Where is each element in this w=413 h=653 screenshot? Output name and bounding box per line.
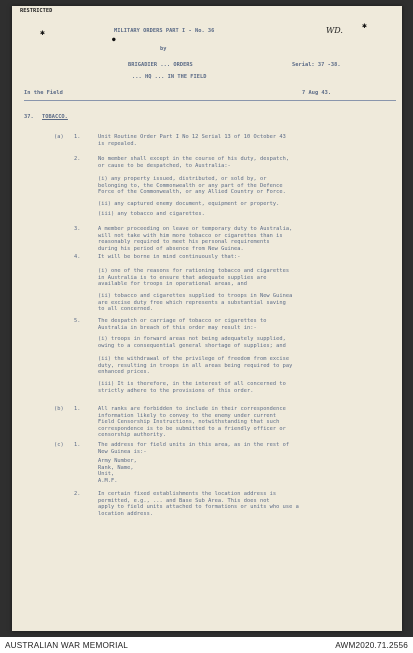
top-right-stamp: WD. <box>326 26 343 35</box>
para-line: reasonably required to meet his personal requirements <box>98 239 270 246</box>
para-line: correspondence is to be submitted to a friendly officer or <box>98 425 286 432</box>
para-line: The despatch or carriage of tobacco or cigarettes to <box>98 318 267 324</box>
para-line: A.M.F. <box>98 477 118 484</box>
para-number: 5. <box>74 318 81 324</box>
heading-line-1: MILITARY ORDERS PART I - No. 36 <box>114 28 215 34</box>
para-number: 4. <box>74 254 81 260</box>
para-line: location address. <box>98 510 154 517</box>
para-number: 1. <box>74 134 81 140</box>
para-line: belonging to, the Commonwealth or any part of the Defence <box>98 182 283 189</box>
heading-by: by <box>160 46 167 52</box>
in-the-field: In the Field <box>24 90 63 96</box>
para-line: information likely to convey to the enemy under current <box>98 412 277 419</box>
heading-line-4: ... HQ ... IN THE FIELD <box>132 74 207 80</box>
para-line: Unit, <box>98 471 115 478</box>
para-line: in Australia is to ensure that adequate supplies are <box>98 274 267 281</box>
para-number: 1. <box>74 442 81 448</box>
para-line: (ii) tobacco and cigarettes supplied to troops in New Guinea <box>98 293 293 299</box>
archive-footer <box>0 637 413 653</box>
para-mark: (a) <box>54 134 64 140</box>
para-line: It will be borne in mind continuously that:- <box>98 254 241 260</box>
para-line: available for troops in operational areas, and <box>98 281 247 288</box>
para-line: during his period of absence from New Guinea. <box>98 245 244 252</box>
para-line: New Guinea is:- <box>98 448 147 455</box>
para-line: to all concerned. <box>98 306 154 313</box>
para-line: duty, resulting in troops in all areas being required to pay <box>98 362 293 369</box>
para-line: (ii) any captured enemy document, equipment or property. <box>98 201 280 207</box>
para-number: 3. <box>74 226 81 232</box>
para-number: 2. <box>74 156 81 162</box>
para-line: or cause to be despatched, to Australia:- <box>98 162 231 169</box>
footer-institution: AUSTRALIAN WAR MEMORIAL <box>5 641 129 650</box>
footer-accession-number: AWM2020.71.2556 <box>335 641 408 650</box>
para-line: Force of the Commonwealth, or any Allied Country or Force. <box>98 189 286 196</box>
para-line: (iii) any tobacco and cigarettes. <box>98 211 205 217</box>
top-left-mark: RESTRICTED <box>20 8 53 14</box>
para-line: Field Censorship Instructions, notwithstanding that such <box>98 419 280 426</box>
para-line: Army Number, <box>98 458 137 464</box>
ink-blot-icon: ✱ <box>40 28 45 37</box>
para-line: A member proceeding on leave or temporary duty to Australia, <box>98 226 293 232</box>
para-line: enhanced prices. <box>98 369 150 376</box>
para-mark: (b) <box>54 406 64 412</box>
para-line: All ranks are forbidden to include in their correspondence <box>98 406 286 412</box>
heading-line-3: BRIGADIER ... ORDERS <box>128 62 193 68</box>
document-page <box>12 6 402 631</box>
para-number: 1. <box>74 406 81 412</box>
para-line: apply to field units attached to formations or units who use a <box>98 504 299 511</box>
para-line: are excise duty free which represents a substantial saving <box>98 299 286 306</box>
para-number: 2. <box>74 491 81 497</box>
para-line: strictly adhere to the provisions of this order. <box>98 387 254 394</box>
ink-dot-icon: ● <box>112 36 116 43</box>
para-line: (i) any property issued, distributed, or sold by, or <box>98 176 267 182</box>
heading-serial: Serial: 37 -38. <box>292 62 341 68</box>
document-date: 7 Aug 43. <box>302 90 332 96</box>
para-line: permitted, e.g., ... and Base Sub Area. This does not <box>98 497 270 504</box>
para-line: censorship authority. <box>98 432 167 439</box>
para-line: Australia in breach of this order may result in:- <box>98 324 257 331</box>
para-line: No member shall except in the course of his duty, despatch, <box>98 156 290 162</box>
para-mark: (c) <box>54 442 64 448</box>
para-line: Unit Routine Order Part I No 12 Serial 13 of 10 October 43 <box>98 134 286 140</box>
item-number: 37. <box>24 114 34 120</box>
para-line: (i) one of the reasons for rationing tobacco and cigarettes <box>98 268 290 274</box>
heading-rule <box>24 100 396 101</box>
para-line: is repealed. <box>98 140 137 147</box>
para-line: The address for field units in this area, as in the rest of <box>98 442 290 448</box>
para-line: will not take with him more tobacco or cigarettes than is <box>98 232 283 239</box>
para-line: (ii) the withdrawal of the privilege of freedom from excise <box>98 356 290 362</box>
para-line: Rank, Name, <box>98 464 134 471</box>
para-line: In certain fixed establishments the location address is <box>98 491 277 497</box>
para-line: (iii) It is therefore, in the interest of all concerned to <box>98 381 286 387</box>
para-line: owing to a consequential general shortage of supplies; and <box>98 342 286 349</box>
para-line: (i) troops in forward areas not being adequately supplied, <box>98 336 286 342</box>
ink-blot-icon: ✱ <box>362 21 367 30</box>
item-heading: TOBACCO. <box>42 114 68 120</box>
